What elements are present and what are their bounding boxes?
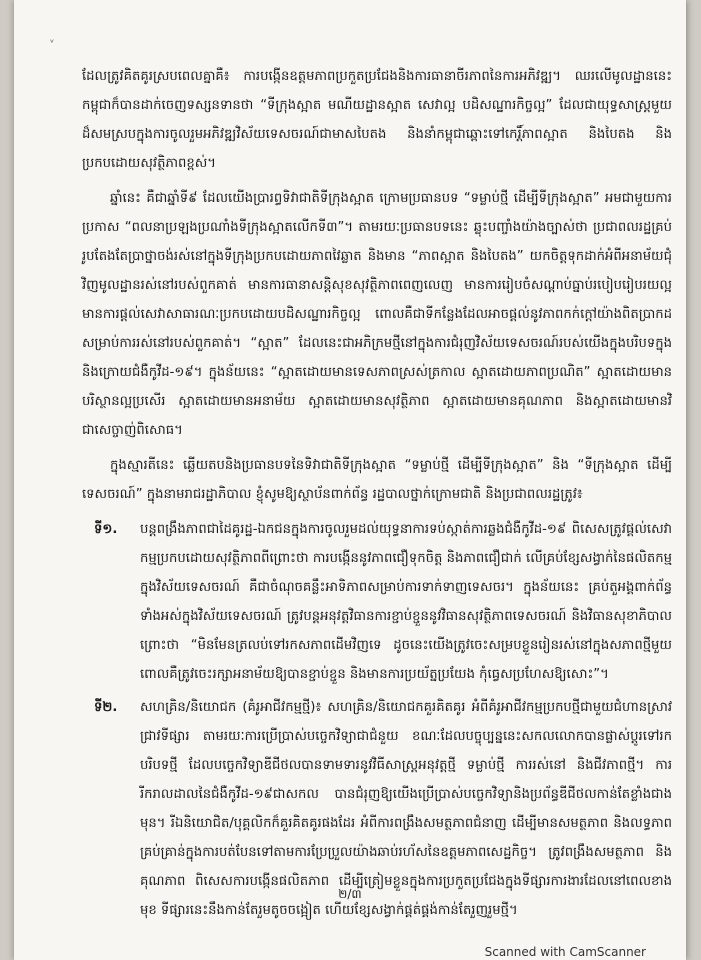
numbered-list <box>82 515 672 925</box>
paragraph-3: ក្នុងស្មារតីនេះ ឆ្លើយតបនិងប្រធានបទនៃទិវាជាតិទីក្រុងស្អាត “ទម្លាប់ថ្មី ដើម្បីទីក្រុងស្អាត” និង “ទីក្រុងស្អាត ដើម្បីទេសចរណ៍” ក្នុងនាមរាជរដ្ឋាភិបាល ខ្ញុំសូមឱ្យស្ថាប័នពាក់ព័ន្ធ រដ្ឋបាលថ្នាក់ក្រោមជាតិ និងប្រជាពលរដ្ឋត្រូវ៖ <box>82 458 672 502</box>
scanner-footer: Scanned with CamScanner <box>484 945 646 959</box>
list-item <box>82 515 672 689</box>
document-body <box>82 62 672 929</box>
paragraph-2: ឆ្នាំនេះ គឺជាឆ្នាំទី៩ ដែលយើងប្រារព្ធទិវាជាតិទីក្រុងស្អាត ក្រោមប្រធានបទ “ទម្លាប់ថ្មី ដើម្បីទីក្រុងស្អាត” អមជាមួយការប្រកាស “ពលនាប្រឡងប្រណាំងទីក្រុងស្អាតលើកទី៣”។ តាមរយៈប្រធានបទនេះ ឆ្លុះបញ្ចាំងយ៉ាងច្បាស់ថា ប្រជាពលរដ្ឋគ្រប់រូបតែងតែប្រាថ្នាចង់រស់នៅក្នុងទីក្រុងប្រកបដោយភាពវៃឆ្លាត និងមាន “ភាពស្អាត និងបៃតង” យកចិត្តទុកដាក់អំពីអនាម័យជុំវិញមូលដ្ឋានរស់នៅរបស់ពួកគាត់ មានការធានាសន្តិសុខសុវត្ថិភាពពេញលេញ មានការរៀបចំសណ្តាប់ធ្នាប់របៀបរៀបរយល្អ មានការផ្តល់សេវាសាធារណៈប្រកបដោយបដិសណ្ឋារកិច្ចល្អ ពោលគឺជាទីកន្លែងដែលអាចផ្តល់នូវភាពកក់ក្តៅយ៉ាងពិតប្រាកដសម្រាប់ការរស់នៅរបស់ពួកគាត់។ “ស្អាត” ដែលនេះជាអភិក្រមថ្មីនៅក្នុងការជំរុញវិស័យទេសចរណ៍របស់យើងក្នុងបរិបទក្នុងនិងក្រោយជំងឺកូវីដ-១៩។ ក្នុងន័យនេះ “ស្អាតដោយមានទេសភាពស្រស់ត្រកាល ស្អាតដោយភាពប្រណិត” ស្អាតដោយមានបរិស្ថានល្អប្រសើរ ស្អាតដោយមានអនាម័យ ស្អាតដោយមានសុវត្ថិភាព ស្អាតដោយមានគុណភាព និងស្អាតដោយមានវិជាសេច្ចាញ់ពិសោធ។ <box>82 191 672 438</box>
paragraph-1: ដែលត្រូវគិតគូរស្របពេលគ្នាគឺ៖ ការបង្កើនឧត្តមភាពប្រកួតប្រជែងនិងការធានាចីរភាពនៃការអភិវឌ្ឍ។ ឈរលើមូលដ្ឋាននេះ កម្ពុជាក៏បានដាក់ចេញទស្សនទានថា “ទីក្រុងស្អាត មណីយដ្ឋានស្អាត សេវាល្អ បដិសណ្ឋារកិច្ចល្អ” ដែលជាយុទ្ធសាស្ត្រមួយដ៏សមស្របក្នុងការចូលរួមអភិវឌ្ឍវិស័យទេសចរណ៍ជាមាសបៃតង និងនាំកម្ពុជាឆ្ពោះទៅកេរ្តិ៍ភាពស្អាត និងបៃតង និងប្រកបដោយសុវត្ថិភាពខ្ពស់។ <box>82 69 672 171</box>
page-number: ២/៣ <box>338 887 362 901</box>
list-item-text: សហគ្រិន/និយោជក (គំរូអាជីវកម្មថ្មី)៖ សហគ្រិន/និយោជកគួរគិតគូរ អំពីគំរូអាជីវកម្មប្រកបថ្មីជាមួយជំហានស្រាវជ្រាវទីផ្សារ តាមរយៈការប្រើប្រាស់បច្ចេកវិទ្យាជាជំនួយ ខណៈដែលបច្ចុប្បន្ននេះសកលលោកបានផ្លាស់ប្តូរទៅរកបរិបទថ្មី ដែលបច្ចេកវិទ្យាឌីជីថលបានទាមទារនូវវិធីសាស្ត្រអនុវត្តថ្មី ទម្លាប់ថ្មី ការរស់នៅ និងជីវភាពថ្មី។ ការរីករាលដាលនៃជំងឺកូវីដ-១៩ជាសកល បានជំរុញឱ្យយើងប្រើប្រាស់បច្ចេកវិទ្យានិងប្រព័ន្ធឌីជីថលកាន់តែខ្លាំងជាងមុន។ រីឯនិយោជិត/បុគ្គលិកក៏គួរគិតគូរផងដែរ អំពីការពង្រឹងសមត្ថភាពជំនាញ ដើម្បីមានសមត្ថភាព និងលទ្ធភាពគ្រប់គ្រាន់ក្នុងការបត់បែនទៅតាមការប្រែប្រួលយ៉ាងឆាប់រហ័សនៃឧត្តមភាពសេដ្ឋកិច្ច។ ត្រូវពង្រឹងសមត្ថភាព និងគុណភាព ពិសេសការបង្កើនផលិតភាព ដើម្បីត្រៀមខ្លួនក្នុងការប្រកួតប្រជែងក្នុងទីផ្សារការងារដែលនៅពេលខាងមុខ ទីផ្សារនេះនឹងកាន់តែរួមតូចចង្អៀត ហើយខ្សែសង្វាក់ផ្គត់ផ្គង់កាន់តែរួញរួមថ្មី។ <box>140 700 672 918</box>
list-item-label: ទី២. <box>94 700 118 715</box>
document-page <box>14 0 686 960</box>
list-item-text: បន្តពង្រឹងភាពជាដៃគូរដ្ឋ-ឯកជនក្នុងការចូលរួមដល់យុទ្ធនាការទប់ស្កាត់ការឆ្លងជំងឺកូវីដ-១៩ ពិសេសត្រូវផ្តល់សេវាកម្មប្រកបដោយសុវត្ថិភាពពីព្រោះថា ការបង្កើននូវភាពជឿទុកចិត្ត និងភាពជឿជាក់ លើគ្រប់ខ្សែសង្វាក់នៃផលិតកម្មក្នុងវិស័យទេសចរណ៍ គឺជាចំណុចគន្លឹះអាទិភាពសម្រាប់ការទាក់ទាញទេសចរ។ ក្នុងន័យនេះ គ្រប់តួអង្គពាក់ព័ន្ធទាំងអស់ក្នុងវិស័យទេសចរណ៍ ត្រូវបន្តអនុវត្តវិធានការខ្ជាប់ខ្ជួននូវវិធានសុវត្ថិភាពទេសចរណ៍ និងវិធានសុខាភិបាលព្រោះថា “មិនមែនត្រលប់ទៅរកសភាពដើមវិញទេ ដូចនេះយើងត្រូវចេះសម្របខ្លួនរៀនរស់នៅក្នុងសភាពថ្មីមួយ ពោលគឺត្រូវចេះរក្សាអនាម័យឱ្យបានខ្ជាប់ខ្ជួន និងមានការប្រយ័ត្នប្រយែង កុំធ្វេសប្រហែសឱ្យសោះ”។ <box>140 522 672 682</box>
corner-mark: ᵛ <box>50 38 55 49</box>
list-item-label: ទី១. <box>94 522 118 537</box>
